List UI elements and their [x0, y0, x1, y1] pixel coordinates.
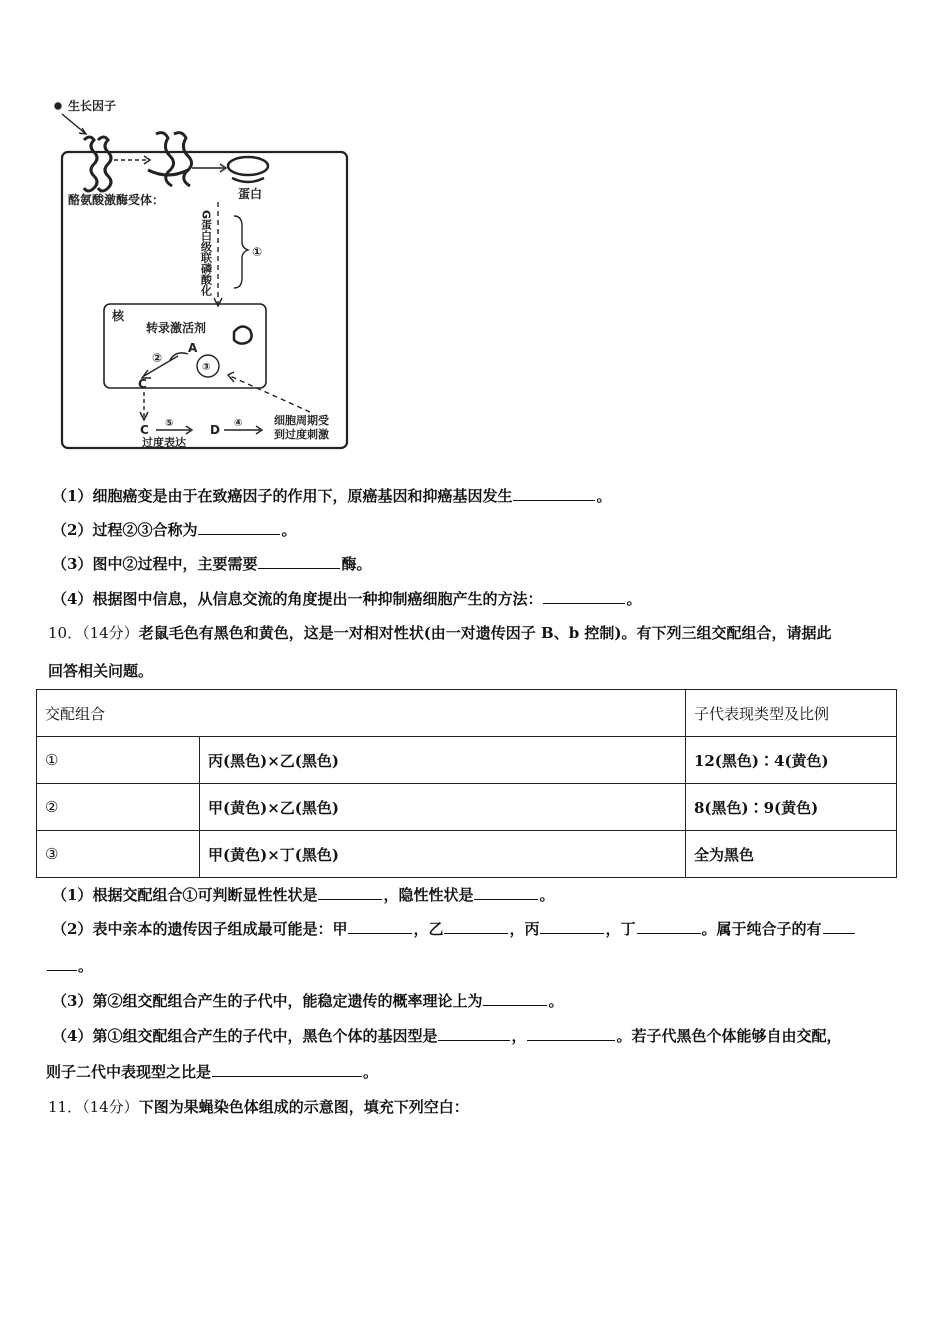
- receptor-label: 酪氨酸激酶受体：: [68, 193, 165, 207]
- answer-blank[interactable]: [527, 1026, 615, 1041]
- answer-blank[interactable]: [637, 919, 701, 934]
- row-result: 12(黑色)∶4(黄色): [685, 737, 896, 784]
- answer-blank[interactable]: [823, 919, 855, 934]
- growth-factor-label: 生长因子: [68, 99, 117, 113]
- answer-blank[interactable]: [348, 919, 412, 934]
- answer-blank[interactable]: [438, 1026, 510, 1041]
- process-five-mark: ⑤: [165, 418, 174, 429]
- q9-sub2: （2）过程②③合称为 。: [52, 521, 297, 539]
- letter-a: A: [188, 341, 198, 355]
- table-row: [37, 737, 897, 784]
- cell-cycle-label-2: 到过度刺激: [274, 428, 329, 441]
- cancer-signaling-diagram: [48, 92, 368, 464]
- row-cross: 甲(黄色)×丁(黑色): [200, 831, 686, 878]
- letter-c-bottom: C: [140, 423, 149, 437]
- q10-sub3: （3）第②组交配组合产生的子代中，能稳定遗传的概率理论上为 。: [52, 992, 564, 1010]
- row-number: ②: [37, 784, 200, 831]
- header-cross: 交配组合: [37, 690, 686, 737]
- answer-blank[interactable]: [258, 554, 340, 569]
- q10-sub4: （4）第①组交配组合产生的子代中，黑色个体的基因型是 ， 。若子代黑色个体能够自由交配，: [52, 1027, 842, 1045]
- process-four-mark: ④: [234, 418, 243, 429]
- row-number: ①: [37, 737, 200, 784]
- answer-blank[interactable]: [47, 956, 77, 971]
- table-header-row: [37, 690, 897, 737]
- q10-stem-line1: 10．（14分）老鼠毛色有黑色和黄色，这是一对相对性状(由一对遗传因子 B、b 控制)。有下列三组交配组合，请据此: [48, 624, 832, 642]
- receptor-shape-1: [84, 137, 111, 191]
- process-two-mark: ②: [152, 351, 163, 365]
- protein-label: 蛋白: [238, 187, 263, 201]
- q9-sub4: （4）根据图中信息，从信息交流的角度提出一种抑制癌细胞产生的方法： 。: [52, 590, 642, 608]
- overexpress-label: 过度表达: [142, 436, 186, 449]
- cell-cycle-label-1: 细胞周期受: [274, 414, 329, 427]
- activator-label: 转录激活剂: [146, 321, 207, 335]
- answer-blank[interactable]: [513, 486, 595, 501]
- answer-blank[interactable]: [198, 520, 280, 535]
- answer-blank[interactable]: [318, 885, 382, 900]
- q10-stem-line2: 回答相关问题。: [48, 662, 154, 680]
- table-row: [37, 831, 897, 878]
- answer-blank[interactable]: [483, 991, 547, 1006]
- table-row: [37, 784, 897, 831]
- letter-d: D: [210, 423, 220, 437]
- cascade-label: G蛋白级联磷酸化: [199, 210, 213, 297]
- answer-blank[interactable]: [474, 885, 538, 900]
- row-cross: 甲(黄色)×乙(黑色): [200, 784, 686, 831]
- q10-sub2: （2）表中亲本的遗传因子组成最可能是：甲 ，乙 ，丙 ，丁 。属于纯合子的有: [52, 918, 856, 939]
- cross-table: [36, 689, 897, 878]
- process-one-mark: ①: [252, 245, 263, 259]
- protein-shape: [228, 157, 268, 182]
- row-cross: 丙(黑色)×乙(黑色): [200, 737, 686, 784]
- row-result: 8(黑色)∶9(黄色): [685, 784, 896, 831]
- q10-sub4-cont: 则子二代中表现型之比是 。: [46, 1063, 379, 1081]
- q10-sub1: （1）根据交配组合①可判断显性性状是 ，隐性性状是 。: [52, 886, 555, 904]
- answer-blank[interactable]: [212, 1062, 362, 1077]
- answer-blank[interactable]: [444, 919, 508, 934]
- nucleus: [104, 304, 266, 388]
- activator-shape: [234, 326, 252, 343]
- header-offspring: 子代表现类型及比例: [685, 690, 896, 737]
- process-three-mark: ③: [202, 362, 211, 373]
- growth-factor-dot: [55, 103, 61, 109]
- q11-stem: 11．（14分）下图为果蝇染色体组成的示意图，填充下列空白：: [48, 1098, 469, 1116]
- receptor-shape-2: [148, 133, 192, 186]
- answer-blank[interactable]: [540, 919, 604, 934]
- answer-blank[interactable]: [543, 589, 625, 604]
- q10-sub2-cont: 。: [46, 955, 93, 976]
- letter-c-top: C: [138, 377, 147, 391]
- q9-sub1: （1）细胞癌变是由于在致癌因子的作用下，原癌基因和抑癌基因发生 。: [52, 487, 612, 505]
- q9-sub3: （3）图中②过程中，主要需要 酶。: [52, 555, 372, 573]
- row-number: ③: [37, 831, 200, 878]
- row-result: 全为黑色: [685, 831, 896, 878]
- nucleus-label: 核: [112, 309, 125, 323]
